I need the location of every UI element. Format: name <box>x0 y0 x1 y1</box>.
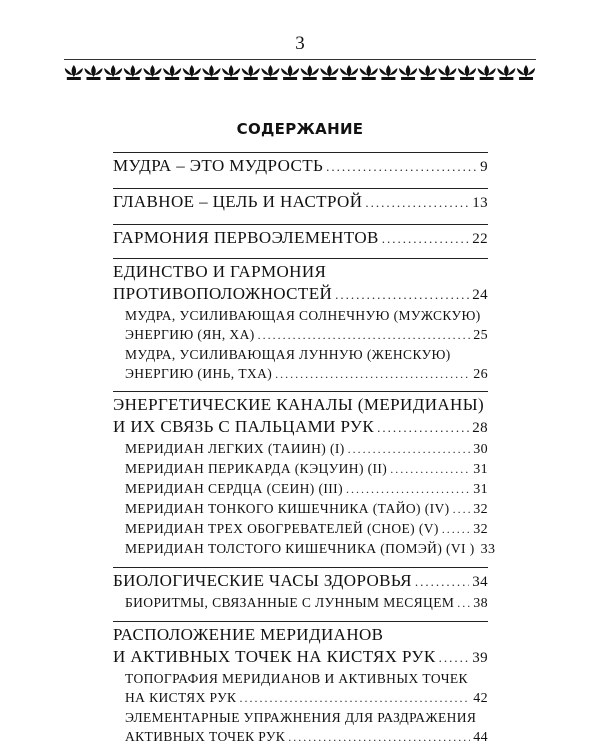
dot-leader <box>288 728 470 747</box>
ornament-motif <box>320 65 338 80</box>
ornament-motif <box>124 65 142 80</box>
toc-section <box>113 621 488 747</box>
toc-title: СОДЕРЖАНИЕ <box>236 120 364 138</box>
ornament-motif <box>163 65 181 80</box>
ornament-motif <box>340 65 358 80</box>
ornament-motif <box>242 65 260 80</box>
toc-entry[interactable] <box>113 570 488 593</box>
ornament-motif <box>517 65 535 80</box>
toc-subsection <box>113 593 488 613</box>
toc-sub-title: ЭНЕРГИЮ (ИНЬ, ТХА) <box>125 366 273 381</box>
ornament-motif <box>379 65 397 80</box>
toc-sub-entry[interactable] <box>125 364 488 384</box>
toc-sub-entry[interactable] <box>125 325 488 345</box>
toc-sub-entry[interactable] <box>125 688 488 708</box>
ornament-motif <box>399 65 417 80</box>
header-rule <box>64 59 536 60</box>
toc-entry-page: 28 <box>472 420 488 436</box>
toc-sub-page: 44 <box>473 730 488 745</box>
toc-sub-entry[interactable] <box>125 539 496 559</box>
toc-entry-title: ПРОТИВОПОЛОЖНОСТЕЙ <box>113 284 333 303</box>
ornament-motif <box>222 65 240 80</box>
toc-sub-page: 26 <box>473 367 488 382</box>
toc-sub-title: ЭНЕРГИЮ (ЯН, ХА) <box>125 327 255 342</box>
dot-leader <box>439 647 470 669</box>
toc-entry-page: 34 <box>472 574 488 590</box>
toc-sub-title: МЕРИДИАН ЛЕГКИХ (ТАИИН) (I) <box>125 441 345 456</box>
dot-leader <box>365 192 469 214</box>
toc-entry-title-line: ЭНЕРГЕТИЧЕСКИЕ КАНАЛЫ (МЕРИДИАНЫ) <box>113 395 485 414</box>
ornament-motif <box>183 65 201 80</box>
toc-sub-title: МЕРИДИАН ПЕРИКАРДА (КЭЦУИН) (II) <box>125 461 388 476</box>
toc-entry-title: БИОЛОГИЧЕСКИЕ ЧАСЫ ЗДОРОВЬЯ <box>113 571 412 590</box>
toc-sub-page: 32 <box>473 502 488 517</box>
header-ornament <box>64 63 536 81</box>
page-number: 3 <box>295 33 305 54</box>
toc-subsection <box>113 306 488 384</box>
toc-subsection <box>113 439 496 559</box>
toc-entry-title-line: ЕДИНСТВО И ГАРМОНИЯ <box>113 262 327 281</box>
toc-entry[interactable] <box>113 646 488 669</box>
toc-entry[interactable] <box>113 191 488 214</box>
ornament-motif <box>497 65 515 80</box>
toc-sub-entry[interactable] <box>125 519 488 539</box>
toc-sub-page: 32 <box>473 522 488 537</box>
toc-sub-entry[interactable] <box>125 727 488 747</box>
toc-entry-page: 9 <box>480 159 488 175</box>
toc-entry[interactable] <box>113 227 488 250</box>
ornament-motif <box>104 65 122 80</box>
toc-entry-page: 24 <box>472 287 488 303</box>
toc-section <box>113 567 488 613</box>
toc-sub-title: МЕРИДИАН ТОНКОГО КИШЕЧНИКА (ТАЙО) (IV) <box>125 501 450 516</box>
toc-sub-title: МЕРИДИАН ТОЛСТОГО КИШЕЧНИКА (ПОМЭЙ) (VI ) <box>125 541 475 556</box>
dot-leader <box>415 571 469 593</box>
toc-sub-title: НА КИСТЯХ РУК <box>125 690 237 705</box>
toc-entry-title: И АКТИВНЫХ ТОЧЕК НА КИСТЯХ РУК <box>113 647 436 666</box>
toc-entry-page: 39 <box>472 650 488 666</box>
dot-leader <box>348 440 471 459</box>
toc-sub-entry[interactable] <box>125 499 488 519</box>
dot-leader <box>239 689 470 708</box>
ornament-motif <box>143 65 161 80</box>
toc-sub-title: АКТИВНЫХ ТОЧЕК РУК <box>125 729 286 744</box>
toc-sub-page: 31 <box>473 482 488 497</box>
toc-section <box>113 188 488 214</box>
toc-sub-title-line: ЭЛЕМЕНТАРНЫЕ УПРАЖНЕНИЯ ДЛЯ РАЗДРАЖЕНИЯ <box>125 710 477 725</box>
table-of-contents <box>113 152 496 747</box>
toc-sub-title-line: МУДРА, УСИЛИВАЮЩАЯ ЛУННУЮ (ЖЕНСКУЮ) <box>125 347 451 362</box>
toc-sub-title: МЕРИДИАН СЕРДЦА (СЕИН) (III) <box>125 481 343 496</box>
ornament-border-icon <box>64 63 536 81</box>
toc-sub-title-line: МУДРА, УСИЛИВАЮЩАЯ СОЛНЕЧНУЮ (МУЖСКУЮ) <box>125 308 481 323</box>
toc-entry-title: ГЛАВНОЕ – ЦЕЛЬ И НАСТРОЙ <box>113 192 363 211</box>
ornament-motif <box>84 65 102 80</box>
toc-section <box>113 258 488 384</box>
toc-entry[interactable] <box>113 416 488 439</box>
toc-section <box>113 224 488 250</box>
ornament-motif <box>65 65 83 80</box>
dot-leader <box>258 326 471 345</box>
toc-sub-entry[interactable] <box>125 439 488 459</box>
toc-sub-page: 31 <box>473 462 488 477</box>
ornament-motif <box>478 65 496 80</box>
dot-leader <box>326 156 477 178</box>
dot-leader <box>377 417 469 439</box>
ornament-motif <box>281 65 299 80</box>
toc-sub-entry[interactable] <box>125 479 488 499</box>
toc-sub-page: 30 <box>473 442 488 457</box>
dot-leader <box>382 228 469 250</box>
toc-entry[interactable] <box>113 155 488 178</box>
toc-sub-page: 33 <box>480 542 496 557</box>
ornament-motif <box>360 65 378 80</box>
toc-sub-page: 42 <box>473 691 488 706</box>
toc-sub-entry[interactable] <box>125 593 488 613</box>
toc-section <box>113 152 488 178</box>
dot-leader <box>442 520 470 539</box>
dot-leader <box>335 284 469 306</box>
ornament-motif <box>438 65 456 80</box>
dot-leader <box>390 460 470 479</box>
dot-leader <box>346 480 470 499</box>
toc-sub-title-line: ТОПОГРАФИЯ МЕРИДИАНОВ И АКТИВНЫХ ТОЧЕК <box>125 671 468 686</box>
toc-entry-page: 22 <box>472 231 488 247</box>
toc-entry-title-line: РАСПОЛОЖЕНИЕ МЕРИДИАНОВ <box>113 625 384 644</box>
toc-entry-title: МУДРА – ЭТО МУДРОСТЬ <box>113 156 324 175</box>
toc-sub-page: 38 <box>473 596 488 611</box>
dot-leader <box>453 500 471 519</box>
toc-subsection <box>113 669 488 747</box>
dot-leader <box>457 594 470 613</box>
toc-entry-title: ГАРМОНИЯ ПЕРВОЭЛЕМЕНТОВ <box>113 228 379 247</box>
ornament-motif <box>202 65 220 80</box>
ornament-motif <box>458 65 476 80</box>
toc-entry[interactable] <box>113 283 488 306</box>
ornament-motif <box>261 65 279 80</box>
dot-leader <box>275 365 470 384</box>
ornament-motif <box>419 65 437 80</box>
toc-sub-page: 25 <box>473 328 488 343</box>
toc-sub-title: МЕРИДИАН ТРЕХ ОБОГРЕВАТЕЛЕЙ (СНОЕ) (V) <box>125 521 439 536</box>
toc-section <box>113 391 496 559</box>
toc-sub-title: БИОРИТМЫ, СВЯЗАННЫЕ С ЛУННЫМ МЕСЯЦЕМ <box>125 595 455 610</box>
toc-sub-entry[interactable] <box>125 459 488 479</box>
toc-entry-title: И ИХ СВЯЗЬ С ПАЛЬЦАМИ РУК <box>113 417 375 436</box>
ornament-motif <box>301 65 319 80</box>
toc-entry-page: 13 <box>472 195 488 211</box>
